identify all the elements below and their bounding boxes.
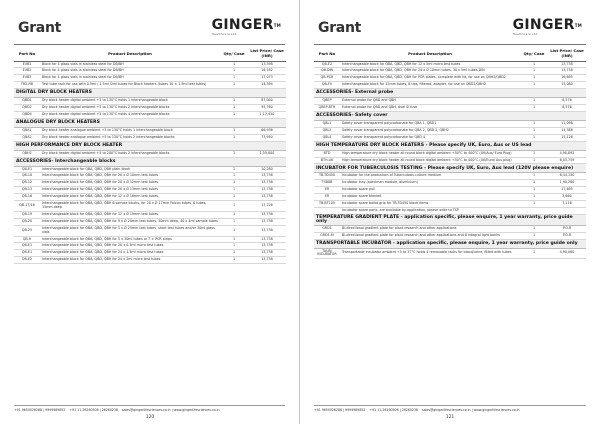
cell-qty: 1 [520, 82, 548, 89]
footer-email: sales@gingerlifesciences.co.in | www.gingerlifesciences.co.in [421, 408, 520, 412]
page-footer [14, 405, 285, 413]
cell-description: Interchangeable block for QBA, QBD, QBH for 24 x 1.5ml micro test tubes [40, 250, 220, 257]
cell-qty: 1 [520, 248, 548, 259]
table-row [14, 111, 286, 118]
section-heading: ANALOGUE DRY BLOCK HEATERS [14, 118, 286, 127]
section-heading: HIGH PERFORMANCE DRY BLOCK HEATER [14, 141, 286, 150]
page-number: 120 [145, 415, 155, 420]
cell-description: Interchangeable block for QBA, QBD, QBH for PCR plates, complete with lid, for use on QBH2/QBD2 [340, 75, 520, 82]
cell-part-no: QBA1 [14, 127, 40, 134]
table-row [314, 120, 586, 127]
cell-price: 8,576 [548, 98, 586, 105]
col-header-price: List Price/ Case (INR) [548, 47, 586, 61]
cell-part-no: QB-16 [14, 194, 40, 201]
cell-description: Block for 4 glass vials in stainless steel for DB/BH [40, 75, 220, 82]
cell-qty: 1 [220, 166, 248, 173]
table-row [314, 232, 586, 239]
cell-description: Interchangeable block for QBA, QBD, QBH for 20 x Ø 10mm test tubes [40, 173, 220, 180]
cell-description: Safety cover transparent polycarbonate for QBD 4 [340, 134, 520, 141]
cell-qty: 1 [220, 134, 248, 141]
cell-qty: 1 [520, 180, 548, 187]
price-table [314, 47, 586, 259]
table-row [14, 211, 286, 218]
cell-part-no: QBL2 [314, 127, 340, 134]
page-right [300, 0, 600, 424]
cell-description: Interchangeable block for QBA, QBD, QBH plain block [40, 166, 220, 173]
cell-part-no: QB-DIN [314, 68, 340, 75]
cell-description: Bi-directional gradient plate for plant research and other applications and 8 integral light banks [340, 232, 520, 239]
section-heading-row [314, 89, 586, 98]
col-header-part: Part No [14, 47, 40, 61]
cell-description: Interchangeable block for QBA, QBD, QBH 6 sample blocks, for 20 x Ø 17mm Falcon tubes, 6 tubes, 15mm deep [40, 201, 220, 212]
section-heading: INCUBATOR FOR TUBERCULOSIS TESTING - Please specify UK, Euro, Aus lead (120V please enquire) [314, 164, 586, 173]
cell-part-no: QB-25 [14, 225, 40, 236]
cell-qty: 1 [220, 236, 248, 243]
cell-price: 8,576 [548, 105, 586, 112]
cell-price: 4,90,080 [548, 248, 586, 259]
cell-description: Incubator for the production of Tuberculosis culture medium [340, 173, 520, 180]
section-heading: TEMPERATURE GRADIENT PLATE - application specific, please enquire, 1 year warranty, price guide only [314, 214, 586, 225]
cell-description: Interchangeable block for QBA, QBD, QBH for 9 x Ø 20mm test tubes, 30mm deep, 40 x 4ml sample tubes [40, 218, 220, 225]
section-heading-row [14, 157, 286, 166]
cell-part-no: QB-12 [14, 180, 40, 187]
cell-price: 13,738 [248, 218, 286, 225]
cell-part-no: ER [314, 187, 340, 194]
cell-price: 13,738 [248, 173, 286, 180]
table-row [14, 82, 286, 89]
table-row [14, 218, 286, 225]
cell-description: Block for 4 glass vials in stainless steel for DB/BH [40, 61, 220, 68]
table-row [14, 61, 286, 68]
cell-qty: 1 [520, 194, 548, 201]
section-heading-row [314, 239, 586, 248]
col-header-desc: Product Description [340, 47, 520, 61]
table-row [314, 225, 586, 232]
footer-phone: +91 9650026288 | 9999989852 [14, 408, 66, 412]
cell-price: 1,90,280 [548, 180, 586, 187]
table-row [14, 105, 286, 112]
cell-part-no: QBH2 [14, 150, 40, 157]
cell-part-no: ER [314, 194, 340, 201]
page-header [314, 8, 586, 42]
cell-price: 3,660 [548, 194, 586, 201]
cell-part-no: TB-TD450 [314, 173, 340, 180]
table-row [14, 180, 286, 187]
cell-part-no: QBL4 [314, 134, 340, 141]
cell-qty: 1 [520, 225, 548, 232]
cell-qty: 1 [220, 105, 248, 112]
table-row [314, 127, 586, 134]
cell-qty: 1 [520, 201, 548, 208]
cell-qty: 1 [520, 187, 548, 194]
cell-description: Safety cover transparent polycarbonate for QBA 1, QBD1 [340, 120, 520, 127]
table-row [314, 248, 586, 259]
footer-email: sales@gingerlifesciences.co.in | www.gingerlifesciences.co.in [121, 408, 220, 412]
cell-part-no: QB-17/16 [14, 201, 40, 212]
ginger-logo [513, 19, 582, 36]
cell-price: 1,17,410 [248, 111, 286, 118]
cell-description: Block for 4 glass vials in stainless steel for DB/BH [40, 68, 220, 75]
cell-qty: 1 [220, 75, 248, 82]
cell-description: Dry block heater digital ambient +5 to 200°C holds 2 interchangeable blocks [40, 150, 220, 157]
table-header-row [14, 47, 286, 61]
section-heading-row [314, 214, 586, 225]
section-heading-row [314, 164, 586, 173]
table-row [314, 105, 586, 112]
table-header-row [314, 47, 586, 61]
section-heading-row [314, 111, 586, 120]
cell-price: 15,126 [548, 134, 586, 141]
cell-qty: 1 [220, 243, 248, 250]
ginger-logo [212, 19, 281, 36]
table-row [14, 194, 286, 201]
cell-qty: 1 [220, 180, 248, 187]
section-heading-row [314, 141, 586, 150]
cell-part-no: QB-20 [14, 218, 40, 225]
section-heading: ACCESSORIES- Safety cover [314, 111, 586, 120]
table-row [14, 250, 286, 257]
cell-part-no: TSB8B [314, 180, 340, 187]
cell-qty: 1 [520, 127, 548, 134]
section-heading: TRANSPORTABLE INCUBATOR - application specific, please enquire, 1 year warranty, price guide only [314, 239, 586, 248]
cell-qty: 1 [520, 68, 548, 75]
section-heading: ACCESSORIES- External probe [314, 89, 586, 98]
cell-price [548, 208, 586, 215]
cell-part-no: QBD2 [14, 105, 40, 112]
table-row [14, 68, 286, 75]
cell-description: Interchangeable block for QBA, QBD, QBH for 24 x 2ml micro test tubes [40, 257, 220, 264]
cell-part-no: TR2-RB [14, 82, 40, 89]
cell-description: Test tube rack for use with 0.5ml / 1.5ml /2ml tubes for Block heaters (tubes 10 × 1.5ml test tubes) [40, 82, 220, 89]
cell-description: Dry block heater analogue ambient +5 to 130°C holds 2 interchangeable blocks [40, 134, 220, 141]
grant-logo: Grant [18, 20, 62, 36]
cell-price: 17,073 [248, 75, 286, 82]
table-row [314, 61, 586, 68]
cell-qty: 1 [220, 127, 248, 134]
footer-phone: +91 9650026288 | 9999989852 [314, 408, 366, 412]
cell-price: 13,738 [248, 257, 286, 264]
cell-description: Dry block heater digital ambient +5 to 130°C holds 4 interchangeable blocks [40, 111, 220, 118]
cell-price: 4,90,892 [548, 150, 586, 157]
cell-part-no: QB-13 [14, 187, 40, 194]
cell-part-no: QB-E1 [14, 166, 40, 173]
page-footer [314, 405, 586, 413]
table-row [14, 127, 286, 134]
cell-price: 10,280 [248, 166, 286, 173]
table-row [314, 194, 586, 201]
table-row [14, 134, 286, 141]
table-row [314, 134, 586, 141]
cell-description: Interchangeable block for QBA, QBD, QBH for 12 x Ø 16mm test tubes [40, 194, 220, 201]
cell-part-no: QBEP-BTH [314, 105, 340, 112]
cell-part-no: QB-19 [14, 211, 40, 218]
cell-part-no: QB-E2 [14, 257, 40, 264]
cell-part-no: QBA2 [14, 134, 40, 141]
cell-price: 13,738 [548, 68, 586, 75]
cell-price: 14,388 [548, 127, 586, 134]
cell-description: Interchangeable block for 12mm tubes, 8 tips, filtered, adapter, for use on QBD2/QBH2 [340, 82, 520, 89]
cell-part-no: QB-E1 [14, 243, 40, 250]
cell-price: 13,738 [248, 194, 286, 201]
trademark-mark: TM [574, 23, 582, 28]
cell-part-no: QB-PCR [314, 75, 340, 82]
cell-price: P.O.R [548, 232, 586, 239]
table-row [314, 187, 586, 194]
cell-part-no: BTH-UK [314, 157, 340, 164]
cell-description: Incubator spare blanket [340, 194, 520, 201]
cell-qty: 1 [220, 201, 248, 212]
cell-price: 17,226 [248, 201, 286, 212]
ginger-logo-tagline: Healthcare Ltd. [512, 32, 539, 36]
cell-qty: 1 [220, 111, 248, 118]
cell-description: Interchangeable block for QBA, QBD, QBH for 5 x 30ml tubes or 7 × PCR strips [40, 236, 220, 243]
cell-description: Interchangeable block for QBA, QBD, QBH for 20 x 0.5ml micro test tubes [40, 243, 220, 250]
cell-description: Incubator spare parts, are available by application, please write to TSP [340, 208, 520, 215]
cell-price: 7,116 [548, 201, 586, 208]
section-heading: ACCESSORIES- Interchangeable blocks [14, 157, 286, 166]
cell-price: 66,936 [248, 127, 286, 134]
cell-part-no: EVB3 [14, 75, 40, 82]
cell-part-no: TB-BT105 [314, 201, 340, 208]
header-divider [314, 44, 586, 45]
cell-qty: 1 [520, 75, 548, 82]
page-header [14, 8, 285, 42]
cell-qty: 1 [220, 211, 248, 218]
section-heading: HIGH TEMPERATURE DRY BLOCK HEATERS - Please specify UK, Euro, Aus or US lead [314, 141, 586, 150]
page-number: 121 [445, 415, 455, 420]
cell-description: Interchangeable block for QBA, QBD, QBH for 12 x 5ml micro test tubes [340, 61, 520, 68]
ginger-logo-name: GINGER [512, 17, 575, 33]
table-row [14, 75, 286, 82]
cell-part-no: QB-10 [14, 173, 40, 180]
cell-part-no [314, 208, 340, 215]
cell-price: 1,55,000 [248, 150, 286, 157]
cell-qty: 1 [220, 257, 248, 264]
cell-qty: 1 [220, 98, 248, 105]
cell-part-no: QB-E1 [14, 250, 40, 257]
cell-description: External probe for QBD and QBH, dual Si fuse [340, 105, 520, 112]
table-row [314, 68, 586, 75]
cell-qty: 1 [220, 218, 248, 225]
section-heading-row [14, 141, 286, 150]
cell-part-no: QB-H [14, 236, 40, 243]
cell-description: Dry block heater digital ambient +5 to 130°C holds 2 interchangeable blocks [40, 105, 220, 112]
cell-price: 13,738 [248, 225, 286, 236]
cell-description: Incubator tray (specimen module, aluminium) [340, 180, 520, 187]
table-row [14, 150, 286, 157]
table-row [14, 243, 286, 250]
cell-price: 95,760 [248, 105, 286, 112]
cell-price: 17,695 [548, 187, 586, 194]
table-row [14, 225, 286, 236]
cell-description: External probe for QBD and QBH [340, 98, 520, 105]
table-row [14, 257, 286, 264]
cell-part-no: TAUB/ INCUBATOR [314, 248, 340, 259]
cell-description: High temperature dry block heater all round block digital ambient +50°C to 400°C (UK/Euro/ Aus plug) [340, 157, 520, 164]
section-heading: DIGITAL DRY BLOCK HEATERS [14, 89, 286, 98]
cell-qty: 1 [520, 98, 548, 105]
table-row [314, 173, 586, 180]
cell-qty: 1 [220, 173, 248, 180]
cell-price: 13,738 [248, 236, 286, 243]
cell-price: P.O.R [548, 225, 586, 232]
cell-qty: 1 [220, 82, 248, 89]
cell-description: Bi-directional gradient plate for plant research and other applications [340, 225, 520, 232]
cell-qty: 1 [220, 150, 248, 157]
cell-qty: 1 [520, 105, 548, 112]
footer-phone-2: +91 11-26260506 | 26260238 [369, 408, 418, 412]
table-row [314, 180, 586, 187]
cell-part-no: QBD1 [14, 98, 40, 105]
table-row [14, 173, 286, 180]
cell-price: 16,695 [548, 75, 586, 82]
col-header-qty: Qty/ Case [220, 47, 248, 61]
cell-part-no: EVB1 [14, 61, 40, 68]
cell-price: 13,738 [248, 250, 286, 257]
cell-part-no: GRD1-M [314, 232, 340, 239]
cell-part-no: QBL1 [314, 120, 340, 127]
grant-logo: Grant [318, 20, 362, 36]
cell-part-no: BTD [314, 150, 340, 157]
cell-qty: 1 [220, 250, 248, 257]
cell-qty: 1 [220, 194, 248, 201]
cell-description: Transportable incubator ambient +5 to 37°C holds 4 removable racks for blood/urine, fitted with tubes [340, 248, 520, 259]
cell-price: 13,738 [248, 211, 286, 218]
cell-price: 6,03,759 [548, 157, 586, 164]
cell-part-no: QBD4 [14, 111, 40, 118]
cell-part-no: EVB2 [14, 68, 40, 75]
cell-qty: 1 [220, 68, 248, 75]
cell-description: Dry block heater analogue ambient +5 to 130°C holds 1 interchangeable block [40, 127, 220, 134]
col-header-part: Part No [314, 47, 340, 61]
table-row [14, 98, 286, 105]
cell-price: 87,000 [248, 98, 286, 105]
cell-description: Interchangeable block for QBA, QBD, QBH for 24 x Ø 10mm tubes, 30 x 5ml tubes DIN [340, 68, 520, 75]
table-row [14, 236, 286, 243]
cell-price: 13,738 [548, 61, 586, 68]
table-row [314, 201, 586, 208]
cell-price: 13,598 [248, 61, 286, 68]
cell-price: 14,394 [248, 82, 286, 89]
cell-price: 15,080 [548, 82, 586, 89]
cell-description: Interchangeable block for QBA, QBD, QBH for 5 x Ø 25mm test tubes, short test tubes and/or 30ml glass vials [40, 225, 220, 236]
cell-qty: 1 [520, 61, 548, 68]
cell-qty: 1 [220, 187, 248, 194]
table-row [314, 98, 586, 105]
table-row [14, 187, 286, 194]
price-table [14, 47, 286, 264]
cell-description: High temperature dry block heater all round block digital ambient +50°C to 400°C (UK/Aus/ Euro Plug) [340, 150, 520, 157]
cell-price: 73,950 [248, 134, 286, 141]
cell-description: Interchangeable block for QBA, QBD, QBH for 20 x Ø 12mm test tubes [40, 180, 220, 187]
cell-description: Dry block heater digital ambient +5 to 130°C holds 1 interchangeable block [40, 98, 220, 105]
cell-part-no: GRD1 [314, 225, 340, 232]
cell-part-no: QBEP [314, 98, 340, 105]
cell-qty: 1 [520, 120, 548, 127]
cell-description: Interchangeable block for QBA, QBD, QBH for 12 x Ø 19mm test tubes [40, 211, 220, 218]
cell-description: Incubator spare ballot grip for TB-TD450 block items [340, 201, 520, 208]
table-row [14, 166, 286, 173]
cell-price: 11,098 [548, 120, 586, 127]
cell-description: Interchangeable block for QBA, QBD, QBH for 20 x Ø 13mm test tubes [40, 187, 220, 194]
ginger-logo-name: GINGER [211, 17, 274, 33]
cell-part-no: QB-FV [314, 82, 340, 89]
table-row [314, 157, 586, 164]
cell-qty [520, 208, 548, 215]
col-header-qty: Qty/ Case [520, 47, 548, 61]
cell-description: Incubator spare pull [340, 187, 520, 194]
cell-price: 13,738 [248, 187, 286, 194]
table-row [314, 150, 586, 157]
table-row [314, 75, 586, 82]
cell-qty: 1 [220, 61, 248, 68]
cell-qty: 1 [520, 173, 548, 180]
cell-price: 6,44,150 [548, 173, 586, 180]
cell-qty: 1 [520, 150, 548, 157]
cell-qty: 1 [520, 134, 548, 141]
cell-price: 16,182 [248, 68, 286, 75]
cell-part-no: QB-E2 [314, 61, 340, 68]
section-heading-row [14, 118, 286, 127]
header-divider [14, 44, 285, 45]
table-row [314, 208, 586, 215]
cell-price: 13,738 [248, 243, 286, 250]
cell-price: 13,738 [248, 180, 286, 187]
col-header-price: List Price/ Case (INR) [248, 47, 286, 61]
trademark-mark: TM [273, 23, 281, 28]
cell-qty: 1 [520, 232, 548, 239]
cell-description: Safety cover transparent polycarbonate for QBA 2, QBD 2, QBH2 [340, 127, 520, 134]
footer-phone-2: +91 11-26260506 | 26260238 [69, 408, 118, 412]
table-row [14, 201, 286, 212]
cell-qty: 1 [520, 157, 548, 164]
section-heading-row [14, 89, 286, 98]
table-row [314, 82, 586, 89]
col-header-desc: Product Description [40, 47, 220, 61]
cell-qty: 1 [220, 225, 248, 236]
ginger-logo-tagline: Healthcare Ltd. [211, 32, 238, 36]
